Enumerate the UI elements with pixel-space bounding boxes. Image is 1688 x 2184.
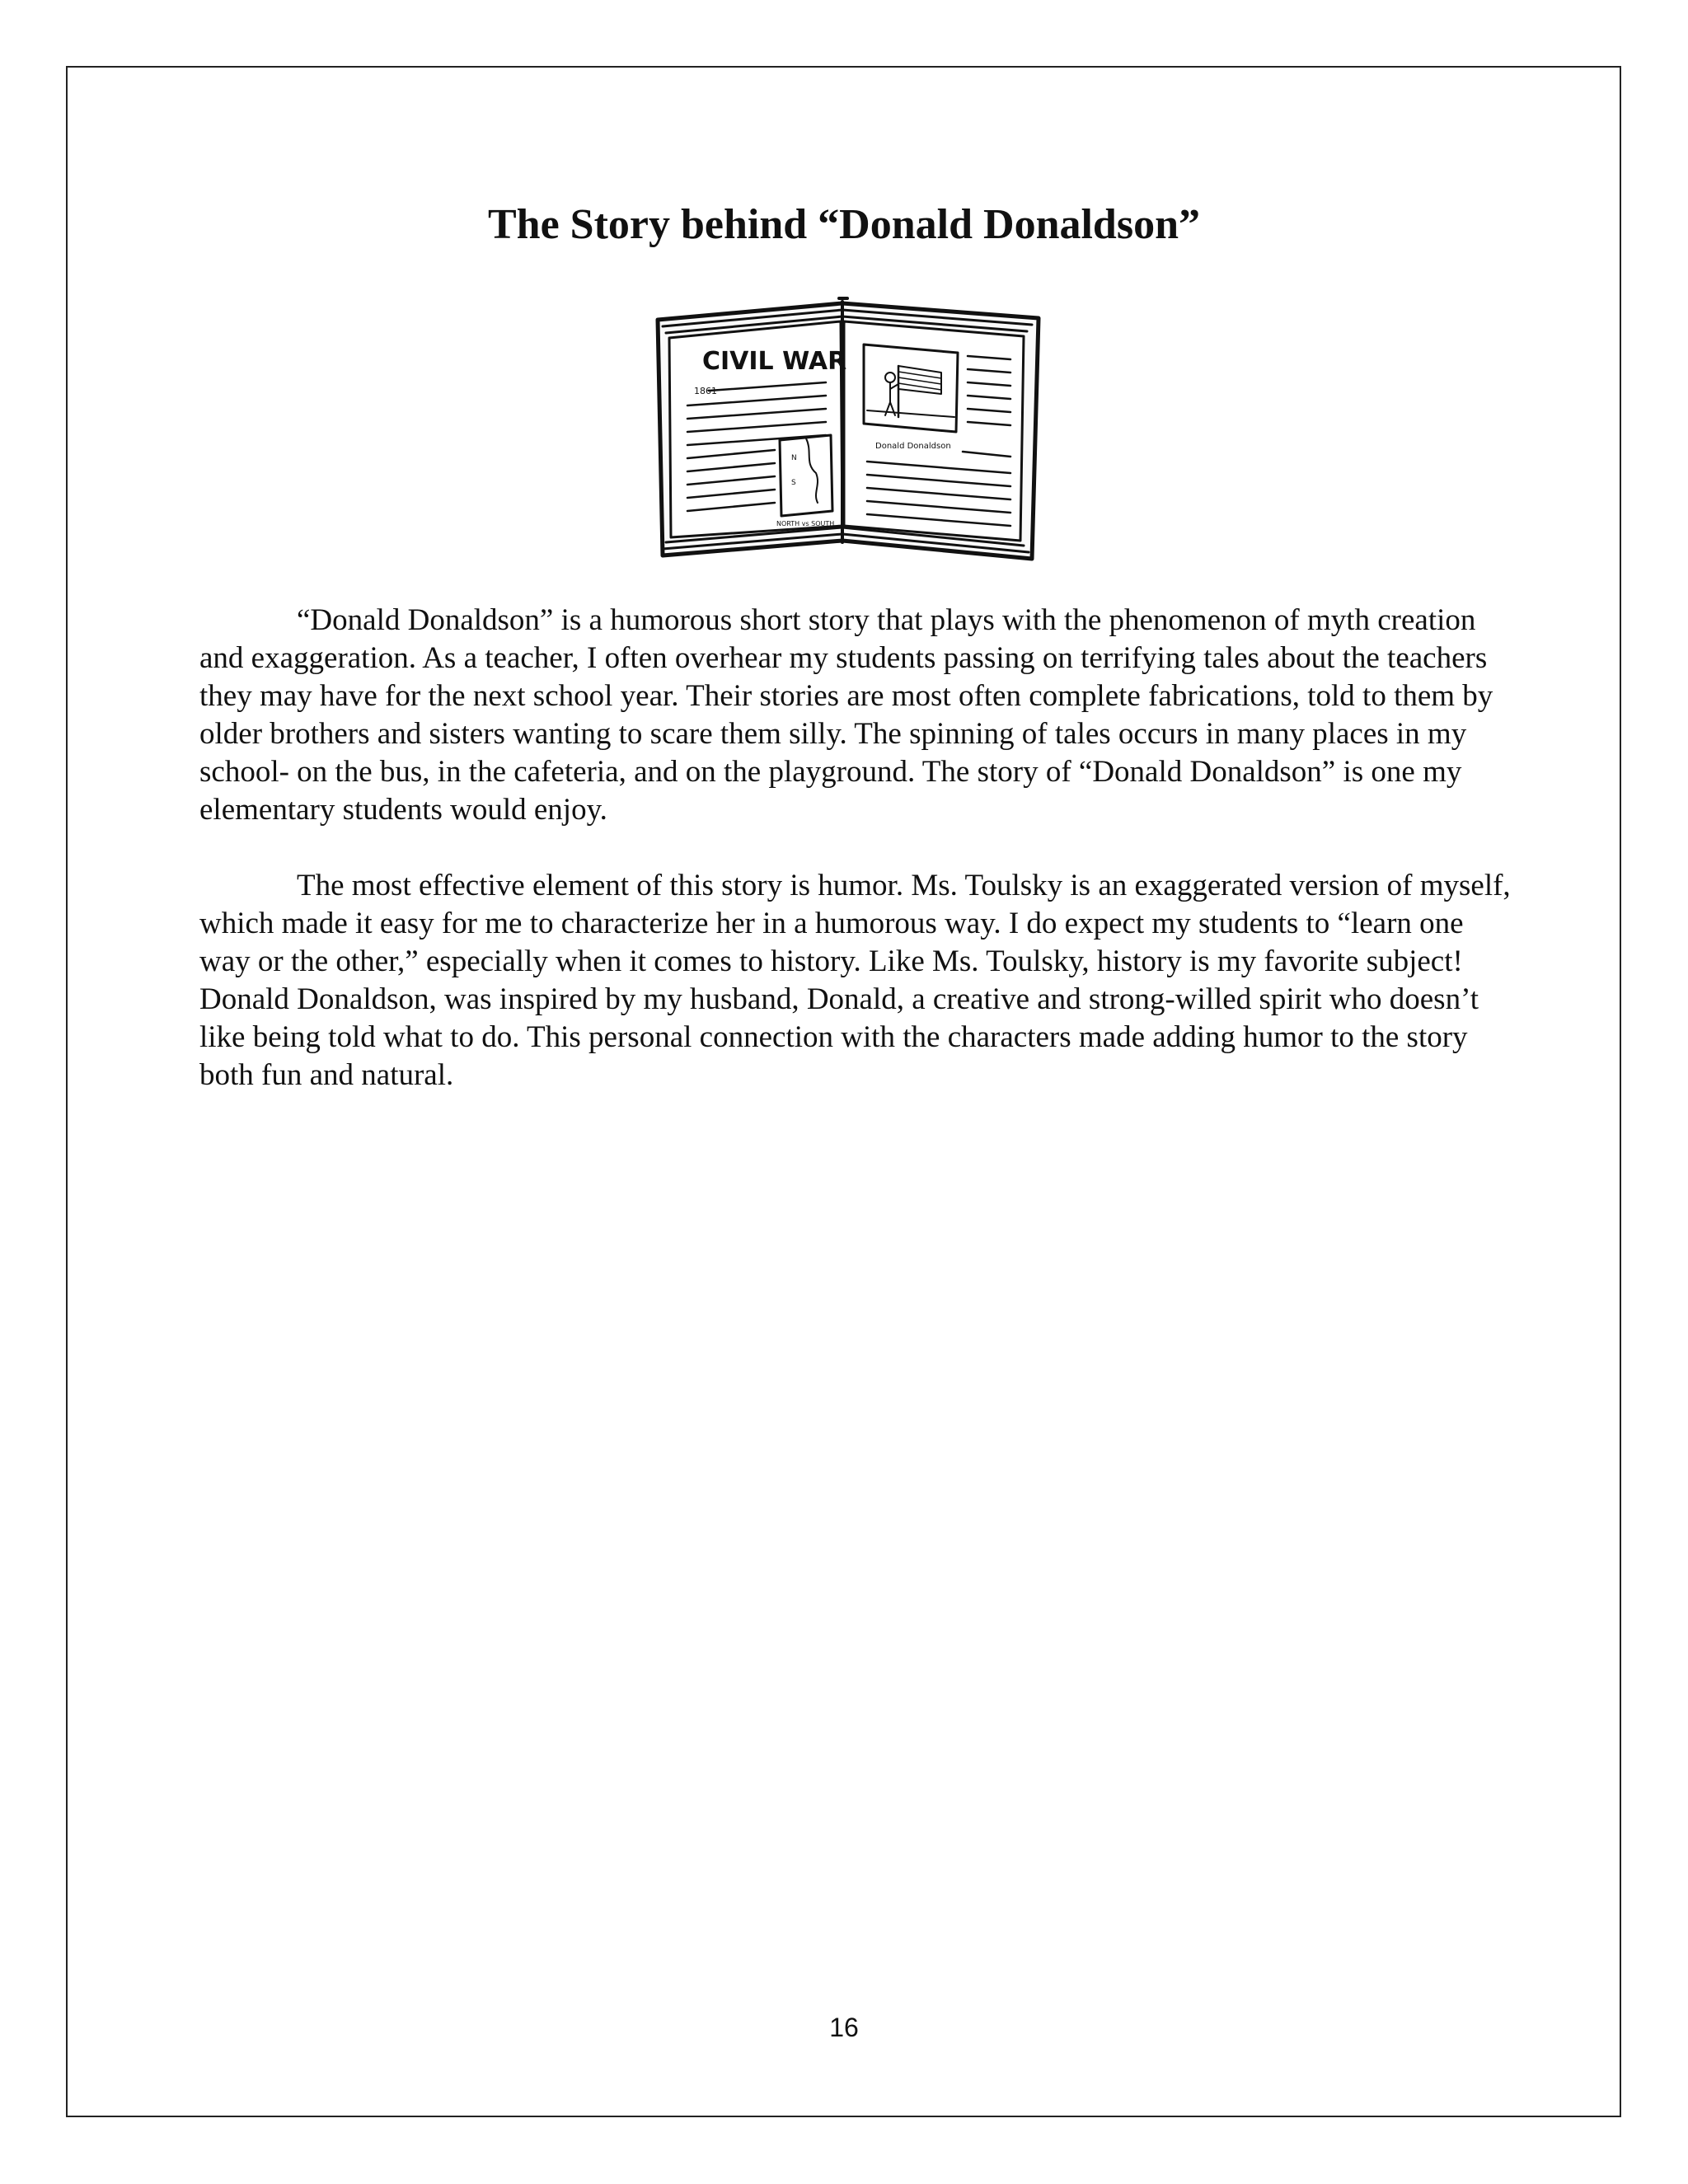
page-number: 16: [829, 2013, 859, 2042]
svg-text:N: N: [791, 454, 797, 462]
picture-caption: Donald Donaldson: [875, 442, 951, 451]
map-caption: NORTH vs SOUTH: [776, 520, 835, 527]
book-heading: CIVIL WAR: [702, 347, 847, 376]
open-history-book-icon: [651, 287, 1042, 564]
book-year: 1861: [694, 386, 717, 396]
svg-text:S: S: [791, 479, 796, 487]
body-text: [199, 602, 1518, 1132]
paragraph-intro: “Donald Donaldson” is a humorous short story that plays with the phenomenon of myth creation and exaggeration. As a teacher, I often overhear my students passing on terrifying tales about the teachers they may have for the next school year. Their stories are most often complete fabrications, told to them by older brothers and sisters wanting to scare them silly. The spinning of tales occurs in many places in my school- on the bus, in the cafeteria, and on the playground. The story of “Donald Donaldson” is one my elementary students would enjoy.: [199, 603, 1493, 827]
page-title: The Story behind “Donald Donaldson”: [487, 201, 1201, 248]
paragraph-humor: The most effective element of this story is humor. Ms. Toulsky is an exaggerated version of myself, which made it easy for me to characterize her in a humorous way. I do expect my students to “learn one way or the other,” especially when it comes to history. Like Ms. Toulsky, history is my favorite subject! Donald Donaldson, was inspired by my husband, Donald, a creative and strong-willed spirit who doesn’t like being told what to do. This personal connection with the characters made adding humor to the story both fun and natural.: [199, 869, 1511, 1092]
